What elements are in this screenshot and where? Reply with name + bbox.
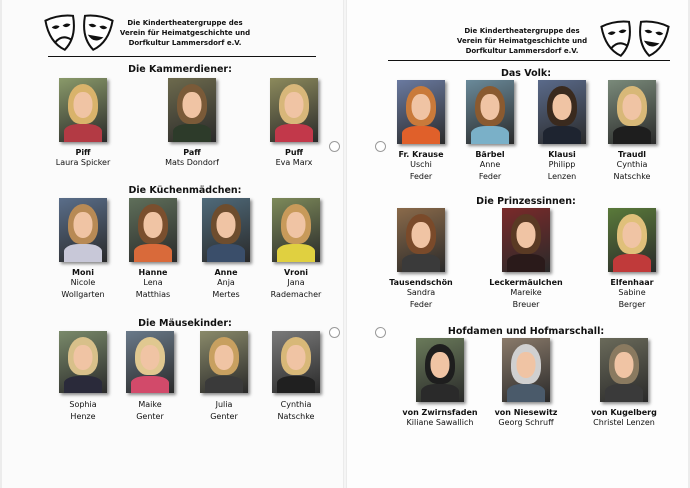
role-name: Tausendschön: [389, 278, 453, 287]
portrait-photo: [466, 80, 514, 144]
role-name: von Zwirnsfaden: [402, 408, 478, 417]
actor-name: Philipp: [548, 160, 576, 169]
actor-surname: Rademacher: [270, 290, 322, 299]
portrait-body: [507, 384, 545, 402]
role-name: Leckermäulchen: [489, 278, 563, 287]
portrait-photo: [272, 198, 320, 262]
cast-member-card: [522, 80, 602, 183]
left-header-text: [110, 18, 260, 48]
cast-member-card: [584, 338, 664, 429]
cast-member-card: [486, 338, 566, 429]
portrait-photo: [126, 331, 174, 393]
portrait-body: [64, 376, 102, 393]
role-name: Moni: [72, 268, 94, 277]
cast-member-card: [400, 338, 480, 429]
actor-surname: Feder: [478, 172, 502, 181]
actor-name: Cynthia: [280, 400, 312, 409]
cast-member-card: [450, 80, 530, 183]
portrait-face: [517, 352, 536, 378]
role-name: Fr. Krause: [398, 150, 444, 159]
actor-name: Nicole: [70, 278, 96, 287]
portrait-face: [412, 94, 431, 120]
role-name: Hanne: [138, 268, 168, 277]
cast-member-card: [381, 208, 461, 311]
portrait-photo: [59, 78, 107, 142]
portrait-photo: [272, 331, 320, 393]
cast-member-card: [592, 208, 672, 311]
section-title: Die Prinzessinnen:: [476, 196, 576, 207]
portrait-body: [131, 376, 169, 393]
actor-surname: Feder: [409, 172, 433, 181]
portrait-body: [402, 254, 440, 272]
portrait-face: [431, 352, 450, 378]
cast-member-card: [592, 80, 672, 183]
header-line-2: Verein für Heimatgeschichte und: [119, 29, 251, 37]
actor-name: Laura Spicker: [55, 158, 111, 167]
section-title: Das Volk:: [501, 68, 551, 79]
actor-name: Anja: [217, 278, 235, 287]
actor-name: Mats Dondorf: [165, 158, 219, 167]
portrait-body: [613, 254, 651, 272]
portrait-body: [207, 244, 245, 262]
portrait-body: [402, 126, 440, 144]
actor-name: Uschi: [410, 160, 432, 169]
actor-surname: Genter: [136, 412, 164, 421]
portrait-face: [183, 92, 202, 118]
role-name: von Kugelberg: [591, 408, 657, 417]
portrait-face: [141, 345, 160, 370]
cast-member-card: [381, 80, 461, 183]
right-header-rule: [388, 60, 670, 61]
cast-member-card: [256, 331, 336, 423]
cast-member-card: [254, 78, 334, 169]
actor-name: Kiliane Sawallich: [406, 418, 474, 427]
right-header-text: [447, 26, 597, 56]
portrait-body: [173, 124, 211, 142]
role-name: Piff: [75, 148, 91, 157]
actor-name: Christel Lenzen: [593, 418, 655, 427]
cast-member-card: [152, 78, 232, 169]
actor-surname: Berger: [618, 300, 646, 309]
portrait-face: [217, 212, 236, 238]
portrait-photo: [397, 208, 445, 272]
cast-member-card: [184, 331, 264, 423]
portrait-photo: [59, 331, 107, 393]
portrait-body: [64, 124, 102, 142]
header-line-1: Die Kindertheatergruppe des: [464, 27, 580, 35]
section-title: Die Mäusekinder:: [138, 318, 232, 329]
actor-name: Jana: [287, 278, 305, 287]
header-line-3: Dorfkultur Lammersdorf e.V.: [465, 47, 579, 55]
actor-name: Cynthia: [616, 160, 648, 169]
actor-name: Julia: [215, 400, 233, 409]
portrait-face: [285, 92, 304, 118]
actor-surname: Lenzen: [547, 172, 577, 181]
portrait-face: [481, 94, 500, 120]
actor-name: Eva Marx: [275, 158, 313, 167]
portrait-body: [277, 244, 315, 262]
actor-name: Georg Schruff: [498, 418, 554, 427]
portrait-face: [287, 345, 306, 370]
role-name: Vroni: [283, 268, 309, 277]
role-name: Paff: [183, 148, 201, 157]
portrait-photo: [608, 80, 656, 144]
section-title: Die Küchenmädchen:: [128, 185, 242, 196]
portrait-face: [144, 212, 163, 238]
cast-member-card: [113, 198, 193, 301]
portrait-photo: [502, 338, 550, 402]
portrait-body: [275, 124, 313, 142]
portrait-body: [277, 376, 315, 393]
portrait-face: [553, 94, 572, 120]
actor-name: Maike: [138, 400, 162, 409]
actor-name: Sandra: [406, 288, 436, 297]
actor-name: Lena: [143, 278, 163, 287]
portrait-body: [613, 126, 651, 144]
actor-surname: Breuer: [512, 300, 540, 309]
actor-name: Mareike: [510, 288, 542, 297]
cast-member-card: [186, 198, 266, 301]
theater-masks-logo: [598, 20, 674, 60]
actor-surname: Feder: [409, 300, 433, 309]
portrait-face: [215, 345, 234, 370]
portrait-photo: [129, 198, 177, 262]
punch-hole: [375, 327, 386, 338]
actor-name: Sophia: [69, 400, 97, 409]
actor-surname: Wollgarten: [61, 290, 105, 299]
portrait-face: [74, 92, 93, 118]
header-line-2: Verein für Heimatgeschichte und: [456, 37, 588, 45]
role-name: von Niesewitz: [494, 408, 558, 417]
section-title: Hofdamen und Hofmarschall:: [447, 326, 605, 337]
portrait-photo: [168, 78, 216, 142]
portrait-body: [134, 244, 172, 262]
portrait-face: [74, 212, 93, 238]
cast-member-card: [486, 208, 566, 311]
actor-surname: Matthias: [135, 290, 171, 299]
header-line-3: Dorfkultur Lammersdorf e.V.: [128, 39, 242, 47]
portrait-photo: [538, 80, 586, 144]
cast-member-card: [110, 331, 190, 423]
portrait-photo: [200, 331, 248, 393]
page-edge-left: [0, 0, 2, 488]
left-header-rule: [48, 56, 316, 57]
role-name: Anne: [214, 268, 238, 277]
portrait-photo: [397, 80, 445, 144]
portrait-face: [623, 222, 642, 248]
actor-name: Sabine: [618, 288, 646, 297]
actor-surname: Mertes: [212, 290, 240, 299]
portrait-photo: [416, 338, 464, 402]
portrait-photo: [59, 198, 107, 262]
portrait-body: [205, 376, 243, 393]
cast-member-card: [256, 198, 336, 301]
portrait-body: [471, 126, 509, 144]
role-name: Puff: [284, 148, 304, 157]
actor-name: Anne: [479, 160, 501, 169]
actor-surname: Henze: [70, 412, 96, 421]
portrait-photo: [600, 338, 648, 402]
portrait-photo: [502, 208, 550, 272]
cast-member-card: [43, 198, 123, 301]
actor-surname: Genter: [210, 412, 238, 421]
portrait-face: [287, 212, 306, 238]
actor-surname: Natschke: [613, 172, 651, 181]
portrait-photo: [608, 208, 656, 272]
actor-surname: Natschke: [277, 412, 315, 421]
role-name: Bärbel: [475, 150, 505, 159]
cast-member-card: [43, 78, 123, 169]
portrait-body: [507, 254, 545, 272]
role-name: Traudl: [617, 150, 647, 159]
portrait-photo: [270, 78, 318, 142]
page-gutter: [343, 0, 347, 488]
portrait-photo: [202, 198, 250, 262]
portrait-face: [623, 94, 642, 120]
portrait-body: [421, 384, 459, 402]
portrait-body: [64, 244, 102, 262]
section-title: Die Kammerdiener:: [128, 64, 232, 75]
role-name: Elfenhaar: [610, 278, 654, 287]
theater-masks-logo: [42, 14, 118, 54]
portrait-face: [517, 222, 536, 248]
portrait-face: [74, 345, 93, 370]
portrait-face: [412, 222, 431, 248]
portrait-body: [543, 126, 581, 144]
header-line-1: Die Kindertheatergruppe des: [127, 19, 243, 27]
portrait-face: [615, 352, 634, 378]
portrait-body: [605, 384, 643, 402]
role-name: Klausi: [548, 150, 576, 159]
